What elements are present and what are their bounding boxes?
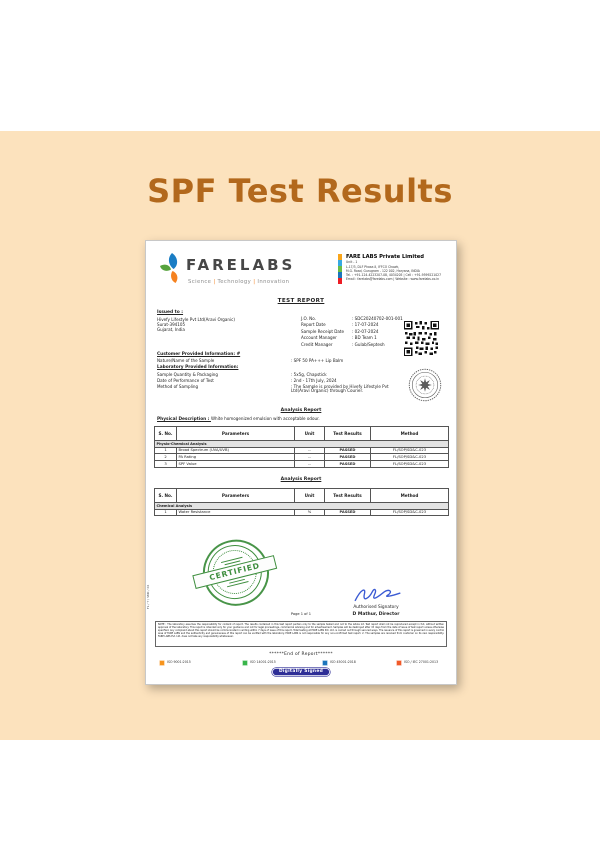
credit-manager-label: Credit Manager xyxy=(301,341,333,347)
table-row xyxy=(155,509,449,516)
physio-chemical-analysis-table xyxy=(154,426,449,468)
iso-badge-27001 xyxy=(396,660,438,666)
cell-unit: -- xyxy=(295,461,325,468)
page-number: Page 1 of 1 xyxy=(290,612,312,616)
test-report-document xyxy=(145,240,457,685)
col-test-results: Test Results xyxy=(325,427,371,441)
lab-email-website-line: Email : farelabs@farelabs.com | Website : www.farelabs.co.in xyxy=(346,277,440,282)
physical-description-label: Physical Description : xyxy=(157,417,211,422)
issued-to-line: Surat-394105 xyxy=(157,321,186,327)
digitally-signed-row xyxy=(146,668,456,676)
lab-address xyxy=(346,265,446,282)
farelabs-wordmark: FARELABS xyxy=(186,256,296,274)
jo-no-label: J.O. No. xyxy=(301,316,316,321)
customer-info-heading: Customer Provided Information: # xyxy=(157,351,241,357)
analysis-report-heading: Analysis Report xyxy=(280,408,322,413)
sample-quantity-value: : 5x5g, Chapstick xyxy=(291,371,327,377)
cell-method: FL/SOP/SD&C-023 xyxy=(371,509,449,516)
sample-receipt-date-label: Sample Receipt Date xyxy=(301,328,345,334)
sampling-method-label: Method of Sampling xyxy=(157,383,199,389)
iso-badge-14001 xyxy=(242,660,276,666)
iso-14001-icon xyxy=(242,660,248,666)
col-sno: S. No. xyxy=(155,427,177,441)
credit-manager-value: : Gulab/Septesh xyxy=(352,341,385,347)
certified-stamp xyxy=(189,530,282,617)
cell-result: PASSED xyxy=(325,509,371,516)
account-manager-value: : BD Team 1 xyxy=(352,335,377,341)
disclaimer-note: NOTE : The laboratory assumes the responsibility for content of report. The results contained in this test report pertain only to the sample tested and not to the whole lot. Test report shall not be reproduced except in full, without written approval of the laboratory. This report is intended only for your guidance and not for legal proceedings, commercial advising and for advertisement. Samples will be destroyed after 15 days from the date of issue of test report unless otherwise specified. Any complaint about this report should be communicated in writing within 7 days of issue of this report. Total testing at FARE LABS Pvt. Ltd. is carried out through secured ways. The issuance of this report is governed in every control area of FARE LABS and the authenticity and genuineness of this report can be verified with the laboratory. FARE LABS is not responsible for any non-confirmed test report. 2. The samples are received from customer on its own responsibility. FARE LABS Pvt. Ltd. does not take any responsibility whatsoever. xyxy=(155,621,447,647)
col-method: Method xyxy=(371,427,449,441)
issued-to-address xyxy=(157,317,282,333)
cell-parameter: Water Resistance xyxy=(177,509,295,516)
cell-result: PASSED xyxy=(325,461,371,468)
tagline-technology: Technology xyxy=(217,279,252,285)
signature-scribble xyxy=(349,585,407,605)
tagline-separator: | xyxy=(213,279,216,285)
col-method: Method xyxy=(371,489,449,503)
digitally-signed-badge: Digitally Signed xyxy=(272,668,330,676)
cell-sno: 2 xyxy=(155,454,177,461)
table-row xyxy=(155,454,449,461)
analysis-report-heading-2: Analysis Report xyxy=(280,477,322,482)
table-row xyxy=(155,447,449,454)
brand-colorbar xyxy=(338,254,342,284)
tagline-innovation: Innovation xyxy=(257,279,290,285)
cell-unit: -- xyxy=(295,447,325,454)
test-performance-date-value: : 2nd - 17th July, 2024 xyxy=(291,377,337,383)
cell-parameter: PA Rating xyxy=(177,454,295,461)
col-test-results: Test Results xyxy=(325,489,371,503)
cell-unit: % xyxy=(295,509,325,516)
section-label: Physio-Chemical Analysis xyxy=(155,441,449,448)
table-row xyxy=(155,461,449,468)
cell-method: FL/SOP/SD&C-023 xyxy=(371,454,449,461)
cell-parameter: Broad Spectrum (UVA/UVB) xyxy=(177,447,295,454)
laboratory-info-heading: Laboratory Provided Information: xyxy=(157,365,239,370)
test-report-heading: TEST REPORT xyxy=(277,298,325,304)
col-unit: Unit xyxy=(295,489,325,503)
cell-sno: 1 xyxy=(155,447,177,454)
lab-seal-icon xyxy=(408,367,442,403)
lab-address-line1: L-17/3, DLF Phase-II, IFFCO Chowk, xyxy=(346,264,400,269)
lab-contact-line: Tel. : +91-124-4223207-08, 4034205 | Cell : +91-9599221027 xyxy=(346,272,442,277)
sample-receipt-date-value: : 02-07-2024 xyxy=(352,328,379,334)
document-side-code: FL / T / SMK / 04 xyxy=(146,584,150,609)
iso-badge-45001 xyxy=(322,660,356,666)
table-section-row xyxy=(155,503,449,510)
farelabs-tagline xyxy=(188,279,289,285)
lab-unit: Unit - 1 xyxy=(346,259,358,264)
chemical-analysis-table xyxy=(154,488,449,516)
tagline-separator: | xyxy=(253,279,256,285)
table-header-row xyxy=(155,427,449,441)
physical-description-row xyxy=(157,417,320,422)
issued-to-line: Gujarat, India xyxy=(157,327,185,333)
sample-nature-label: Nature/Name of the Sample xyxy=(157,357,215,363)
report-date-label: Report Date xyxy=(301,322,326,328)
issued-to-line: Hivefy Lifestyle Pvt Ltd(Aravi Organic) xyxy=(157,316,235,322)
cell-method: FL/SOP/SD&C-023 xyxy=(371,461,449,468)
iso-badge-label: ISO / IEC 27001:2013 xyxy=(404,659,439,664)
tagline-science: Science xyxy=(188,279,212,285)
cell-result: PASSED xyxy=(325,454,371,461)
cell-sno: 3 xyxy=(155,461,177,468)
cell-parameter: SPF Value xyxy=(177,461,295,468)
iso-badge-label: ISO 14001:2015 xyxy=(250,659,276,664)
account-manager-label: Account Manager xyxy=(301,335,337,341)
jo-no-value: : SDC20240702-001-001 xyxy=(352,316,403,321)
farelabs-logo-icon xyxy=(159,253,183,283)
sample-nature-value: : SPF 50 PA+++ Lip Balm xyxy=(291,357,344,363)
sampling-method-value: : The Sample is provided by Hivefy Lifestyle Pvt Ltd(Aravi Organic) through Courier. xyxy=(291,383,389,394)
cell-unit: -- xyxy=(295,454,325,461)
cell-method: FL/SOP/SD&C-023 xyxy=(371,447,449,454)
lab-company-name: FARE LABS Private Limited xyxy=(346,254,424,260)
test-performance-date-label: Date of Performance of Test xyxy=(157,377,214,383)
section-label: Chemical Analysis xyxy=(155,503,449,510)
qr-code xyxy=(404,321,439,356)
table-section-row xyxy=(155,441,449,448)
issued-to-label: Issued to : xyxy=(157,310,184,315)
cell-result: PASSED xyxy=(325,447,371,454)
cell-sno: 1 xyxy=(155,509,177,516)
iso-45001-icon xyxy=(322,660,328,666)
page-title: SPF Test Results xyxy=(147,172,453,210)
iso-badge-label: ISO 9001:2015 xyxy=(167,659,191,664)
col-parameters: Parameters xyxy=(177,427,295,441)
col-parameters: Parameters xyxy=(177,489,295,503)
iso-9001-icon xyxy=(159,660,165,666)
physical-description-value: White homogenized emulsion with acceptable odour. xyxy=(210,416,320,421)
report-date-value: : 17-07-2024 xyxy=(352,322,379,328)
authorised-signatory-label: Authorised Signatory xyxy=(353,605,399,610)
iso-badge-9001 xyxy=(159,660,191,666)
sample-quantity-label: Sample Quantity & Packaging xyxy=(157,371,218,377)
stamp-banner-text: CERTIFIED xyxy=(192,555,277,588)
iso-27001-icon xyxy=(396,660,402,666)
col-unit: Unit xyxy=(295,427,325,441)
lab-address-line2: M.G. Road, Gurugram - 122 002, Haryana, INDIA xyxy=(346,268,420,273)
signatory-name: D Mathur, Director xyxy=(352,612,400,617)
col-sno: S. No. xyxy=(155,489,177,503)
iso-badge-label: ISO 45001:2018 xyxy=(330,659,356,664)
table-header-row xyxy=(155,489,449,503)
end-of-report-text: ******End of Report****** xyxy=(269,652,333,657)
